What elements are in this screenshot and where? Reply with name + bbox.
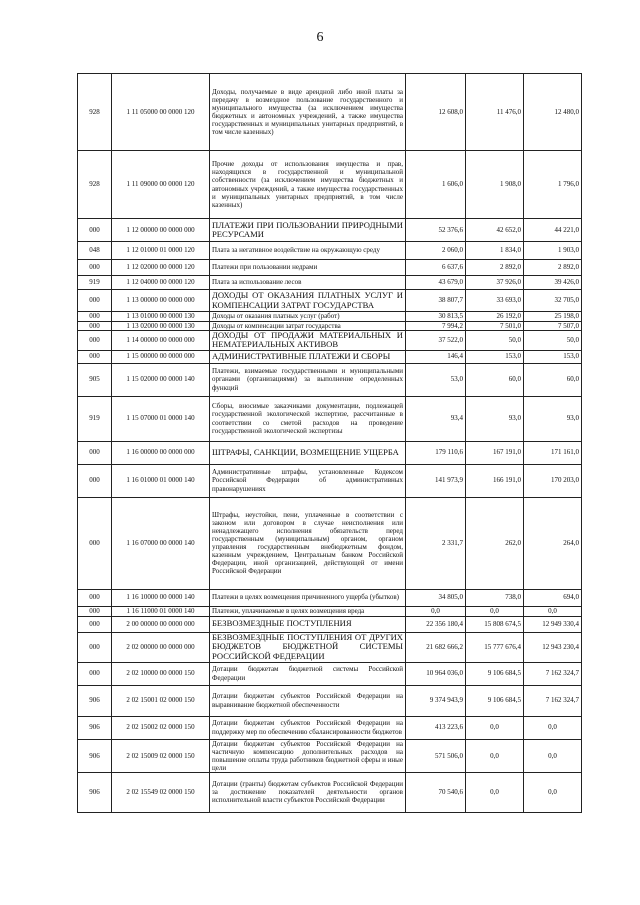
table-row [78, 276, 582, 290]
admin-code-cell: 000 [78, 632, 112, 662]
amount-year2-cell: 33 693,0 [466, 290, 524, 312]
revenue-name-cell: БЕЗВОЗМЕЗДНЫЕ ПОСТУПЛЕНИЯ [210, 616, 406, 632]
table-row [78, 331, 582, 350]
amount-year1-cell: 53,0 [406, 363, 466, 396]
amount-year1-cell: 21 682 666,2 [406, 632, 466, 662]
amount-year1-cell: 30 813,5 [406, 312, 466, 322]
revenue-name-cell: Платежи, взимаемые государственными и муниципальными органами (организациями) за выполнение определенных функций [210, 363, 406, 396]
amount-year3-cell: 694,0 [524, 589, 582, 606]
amount-year1-cell: 34 805,0 [406, 589, 466, 606]
admin-code-cell: 928 [78, 151, 112, 219]
admin-code-cell: 919 [78, 396, 112, 441]
revenue-name-cell: ДОХОДЫ ОТ ПРОДАЖИ МАТЕРИАЛЬНЫХ И НЕМАТЕРИАЛЬНЫХ АКТИВОВ [210, 331, 406, 350]
budget-code-cell: 1 12 01000 01 0000 120 [112, 242, 210, 260]
admin-code-cell: 906 [78, 685, 112, 716]
amount-year1-cell: 38 807,7 [406, 290, 466, 312]
amount-year3-cell: 44 221,0 [524, 219, 582, 242]
revenue-name-cell: Сборы, вносимые заказчиками документации, подлежащей государственной экологической экспертизе, рассчитанные в соответствии со сметой расходов на проведение государственной экологической экспертизы [210, 396, 406, 441]
revenue-name-cell: ШТРАФЫ, САНКЦИИ, ВОЗМЕЩЕНИЕ УЩЕРБА [210, 441, 406, 464]
budget-code-cell: 1 16 07000 00 0000 140 [112, 497, 210, 589]
amount-year2-cell: 1 908,0 [466, 151, 524, 219]
revenue-name-cell: Платежи в целях возмещения причиненного ущерба (убытков) [210, 589, 406, 606]
amount-year2-cell: 0,0 [466, 772, 524, 812]
revenue-name-cell: Дотации бюджетам бюджетной системы Российской Федерации [210, 662, 406, 685]
budget-code-cell: 2 02 15549 02 0000 150 [112, 772, 210, 812]
amount-year2-cell: 7 501,0 [466, 322, 524, 331]
revenue-name-cell: ДОХОДЫ ОТ ОКАЗАНИЯ ПЛАТНЫХ УСЛУГ И КОМПЕНСАЦИИ ЗАТРАТ ГОСУДАРСТВА [210, 290, 406, 312]
amount-year3-cell: 171 161,0 [524, 441, 582, 464]
budget-code-cell: 2 02 15002 02 0000 150 [112, 716, 210, 739]
revenue-name-cell: Дотации бюджетам субъектов Российской Федерации на выравнивание бюджетной обеспеченности [210, 685, 406, 716]
amount-year2-cell: 0,0 [466, 606, 524, 616]
amount-year2-cell: 0,0 [466, 739, 524, 772]
amount-year3-cell: 0,0 [524, 606, 582, 616]
admin-code-cell: 000 [78, 497, 112, 589]
amount-year2-cell: 60,0 [466, 363, 524, 396]
admin-code-cell: 928 [78, 74, 112, 151]
revenue-name-cell: Доходы, получаемые в виде арендной либо иной платы за передачу в возмездное пользование государственного и муниципального имущества (за исключением имущества бюджетных и автономных учреждений, а также имущества государственных и муниципальных унитарных предприятий, в том числе казенных) [210, 74, 406, 151]
revenue-name-cell: АДМИНИСТРАТИВНЫЕ ПЛАТЕЖИ И СБОРЫ [210, 350, 406, 363]
amount-year1-cell: 413 223,6 [406, 716, 466, 739]
budget-code-cell: 1 12 02000 00 0000 120 [112, 260, 210, 276]
amount-year1-cell: 10 964 036,0 [406, 662, 466, 685]
amount-year2-cell: 11 476,0 [466, 74, 524, 151]
admin-code-cell: 000 [78, 616, 112, 632]
budget-code-cell: 1 14 00000 00 0000 000 [112, 331, 210, 350]
amount-year3-cell: 0,0 [524, 716, 582, 739]
budget-code-cell: 1 13 00000 00 0000 000 [112, 290, 210, 312]
revenue-name-cell: Платежи, уплачиваемые в целях возмещения вреда [210, 606, 406, 616]
table-row [78, 74, 582, 151]
amount-year1-cell: 70 540,6 [406, 772, 466, 812]
amount-year1-cell: 6 637,6 [406, 260, 466, 276]
admin-code-cell: 905 [78, 363, 112, 396]
amount-year3-cell: 1 796,0 [524, 151, 582, 219]
amount-year2-cell: 153,0 [466, 350, 524, 363]
amount-year1-cell: 571 506,0 [406, 739, 466, 772]
admin-code-cell: 906 [78, 716, 112, 739]
table-row [78, 350, 582, 363]
budget-code-cell: 1 12 00000 00 0000 000 [112, 219, 210, 242]
amount-year3-cell: 1 903,0 [524, 242, 582, 260]
revenue-name-cell: Административные штрафы, установленные Кодексом Российской Федерации об административных правонарушениях [210, 464, 406, 497]
budget-code-cell: 1 16 10000 00 0000 140 [112, 589, 210, 606]
amount-year2-cell: 0,0 [466, 716, 524, 739]
amount-year1-cell: 52 376,6 [406, 219, 466, 242]
amount-year3-cell: 12 943 230,4 [524, 632, 582, 662]
budget-code-cell: 1 12 04000 00 0000 120 [112, 276, 210, 290]
budget-code-cell: 2 02 00000 00 0000 000 [112, 632, 210, 662]
table-row [78, 290, 582, 312]
amount-year1-cell: 7 994,2 [406, 322, 466, 331]
amount-year3-cell: 7 162 324,7 [524, 662, 582, 685]
table-row [78, 662, 582, 685]
budget-code-cell: 1 16 11000 01 0000 140 [112, 606, 210, 616]
admin-code-cell: 906 [78, 739, 112, 772]
amount-year3-cell: 7 507,0 [524, 322, 582, 331]
admin-code-cell: 000 [78, 260, 112, 276]
admin-code-cell: 000 [78, 290, 112, 312]
table-row [78, 219, 582, 242]
amount-year1-cell: 9 374 943,9 [406, 685, 466, 716]
amount-year2-cell: 1 834,0 [466, 242, 524, 260]
amount-year3-cell: 39 426,0 [524, 276, 582, 290]
revenue-name-cell: ПЛАТЕЖИ ПРИ ПОЛЬЗОВАНИИ ПРИРОДНЫМИ РЕСУРСАМИ [210, 219, 406, 242]
budget-code-cell: 2 02 10000 00 0000 150 [112, 662, 210, 685]
amount-year1-cell: 2 331,7 [406, 497, 466, 589]
amount-year2-cell: 15 777 676,4 [466, 632, 524, 662]
amount-year3-cell: 12 949 330,4 [524, 616, 582, 632]
budget-code-cell: 1 15 00000 00 0000 000 [112, 350, 210, 363]
amount-year2-cell: 738,0 [466, 589, 524, 606]
amount-year3-cell: 0,0 [524, 772, 582, 812]
amount-year1-cell: 0,0 [406, 606, 466, 616]
budget-code-cell: 1 13 01000 00 0000 130 [112, 312, 210, 322]
table-row [78, 739, 582, 772]
amount-year3-cell: 264,0 [524, 497, 582, 589]
amount-year3-cell: 25 198,0 [524, 312, 582, 322]
amount-year1-cell: 93,4 [406, 396, 466, 441]
revenue-name-cell: Платежи при пользовании недрами [210, 260, 406, 276]
amount-year2-cell: 26 192,0 [466, 312, 524, 322]
amount-year1-cell: 1 606,0 [406, 151, 466, 219]
admin-code-cell: 000 [78, 219, 112, 242]
table-row [78, 616, 582, 632]
revenue-name-cell: Доходы от компенсации затрат государства [210, 322, 406, 331]
revenue-name-cell: Плата за негативное воздействие на окружающую среду [210, 242, 406, 260]
amount-year1-cell: 179 110,6 [406, 441, 466, 464]
admin-code-cell: 000 [78, 464, 112, 497]
admin-code-cell: 906 [78, 772, 112, 812]
budget-code-cell: 1 11 09000 00 0000 120 [112, 151, 210, 219]
table-row [78, 242, 582, 260]
revenue-name-cell: Доходы от оказания платных услуг (работ) [210, 312, 406, 322]
table-row [78, 685, 582, 716]
amount-year2-cell: 50,0 [466, 331, 524, 350]
revenue-table [77, 73, 582, 813]
table-row [78, 441, 582, 464]
amount-year3-cell: 153,0 [524, 350, 582, 363]
amount-year2-cell: 37 926,0 [466, 276, 524, 290]
amount-year2-cell: 262,0 [466, 497, 524, 589]
admin-code-cell: 048 [78, 242, 112, 260]
table-row [78, 589, 582, 606]
table-row [78, 396, 582, 441]
admin-code-cell: 000 [78, 441, 112, 464]
revenue-name-cell: Прочие доходы от использования имущества и прав, находящихся в государственной и муниципальной собственности (за исключением имущества бюджетных и автономных учреждений, а также имущества государственных и муниципальных унитарных предприятий, в том числе казенных) [210, 151, 406, 219]
revenue-name-cell: БЕЗВОЗМЕЗДНЫЕ ПОСТУПЛЕНИЯ ОТ ДРУГИХ БЮДЖЕТОВ БЮДЖЕТНОЙ СИСТЕМЫ РОССИЙСКОЙ ФЕДЕРАЦИИ [210, 632, 406, 662]
revenue-name-cell: Дотации бюджетам субъектов Российской Федерации на поддержку мер по обеспечению сбалансированности бюджетов [210, 716, 406, 739]
admin-code-cell: 000 [78, 662, 112, 685]
admin-code-cell: 919 [78, 276, 112, 290]
amount-year2-cell: 167 191,0 [466, 441, 524, 464]
amount-year3-cell: 7 162 324,7 [524, 685, 582, 716]
amount-year1-cell: 146,4 [406, 350, 466, 363]
table-row [78, 632, 582, 662]
budget-code-cell: 2 00 00000 00 0000 000 [112, 616, 210, 632]
amount-year3-cell: 32 705,0 [524, 290, 582, 312]
amount-year3-cell: 12 480,0 [524, 74, 582, 151]
budget-code-cell: 2 02 15009 02 0000 150 [112, 739, 210, 772]
budget-code-cell: 1 15 02000 00 0000 140 [112, 363, 210, 396]
table-row [78, 497, 582, 589]
revenue-name-cell: Дотации (гранты) бюджетам субъектов Российской Федерации за достижение показателей деятельности органов исполнительной власти субъектов Российской Федерации [210, 772, 406, 812]
admin-code-cell: 000 [78, 350, 112, 363]
admin-code-cell: 000 [78, 312, 112, 322]
amount-year2-cell: 9 106 684,5 [466, 662, 524, 685]
revenue-name-cell: Плата за использование лесов [210, 276, 406, 290]
budget-code-cell: 1 16 01000 01 0000 140 [112, 464, 210, 497]
admin-code-cell: 000 [78, 331, 112, 350]
table-row [78, 322, 582, 331]
amount-year3-cell: 50,0 [524, 331, 582, 350]
revenue-table-body [78, 74, 582, 813]
admin-code-cell: 000 [78, 589, 112, 606]
amount-year1-cell: 37 522,0 [406, 331, 466, 350]
budget-code-cell: 1 16 00000 00 0000 000 [112, 441, 210, 464]
amount-year2-cell: 166 191,0 [466, 464, 524, 497]
budget-code-cell: 1 11 05000 00 0000 120 [112, 74, 210, 151]
amount-year1-cell: 22 356 180,4 [406, 616, 466, 632]
page-number: 6 [316, 30, 324, 45]
budget-code-cell: 2 02 15001 02 0000 150 [112, 685, 210, 716]
revenue-name-cell: Штрафы, неустойки, пени, уплаченные в соответствии с законом или договором в случае неисполнения или ненадлежащего исполнения обязательств перед государственным (муниципальным) органом, органом управления государственным внебюджетным фондом, казенным учреждением, Центральным банком Российской Федерации, иной организацией, действующей от имени Российской Федерации [210, 497, 406, 589]
table-row [78, 606, 582, 616]
table-row [78, 312, 582, 322]
amount-year3-cell: 60,0 [524, 363, 582, 396]
amount-year1-cell: 141 973,9 [406, 464, 466, 497]
budget-code-cell: 1 15 07000 01 0000 140 [112, 396, 210, 441]
amount-year1-cell: 2 060,0 [406, 242, 466, 260]
amount-year3-cell: 2 892,0 [524, 260, 582, 276]
amount-year1-cell: 12 608,0 [406, 74, 466, 151]
admin-code-cell: 000 [78, 606, 112, 616]
amount-year2-cell: 15 808 674,5 [466, 616, 524, 632]
table-row [78, 772, 582, 812]
table-row [78, 363, 582, 396]
revenue-name-cell: Дотации бюджетам субъектов Российской Федерации на частичную компенсацию дополнительных расходов на повышение оплаты труда работников бюджетной сферы и иные цели [210, 739, 406, 772]
table-row [78, 464, 582, 497]
amount-year2-cell: 2 892,0 [466, 260, 524, 276]
table-row [78, 151, 582, 219]
table-row [78, 716, 582, 739]
amount-year2-cell: 9 106 684,5 [466, 685, 524, 716]
amount-year3-cell: 0,0 [524, 739, 582, 772]
amount-year2-cell: 42 652,0 [466, 219, 524, 242]
table-row [78, 260, 582, 276]
amount-year3-cell: 93,0 [524, 396, 582, 441]
amount-year2-cell: 93,0 [466, 396, 524, 441]
budget-code-cell: 1 13 02000 00 0000 130 [112, 322, 210, 331]
amount-year1-cell: 43 679,0 [406, 276, 466, 290]
admin-code-cell: 000 [78, 322, 112, 331]
amount-year3-cell: 170 203,0 [524, 464, 582, 497]
